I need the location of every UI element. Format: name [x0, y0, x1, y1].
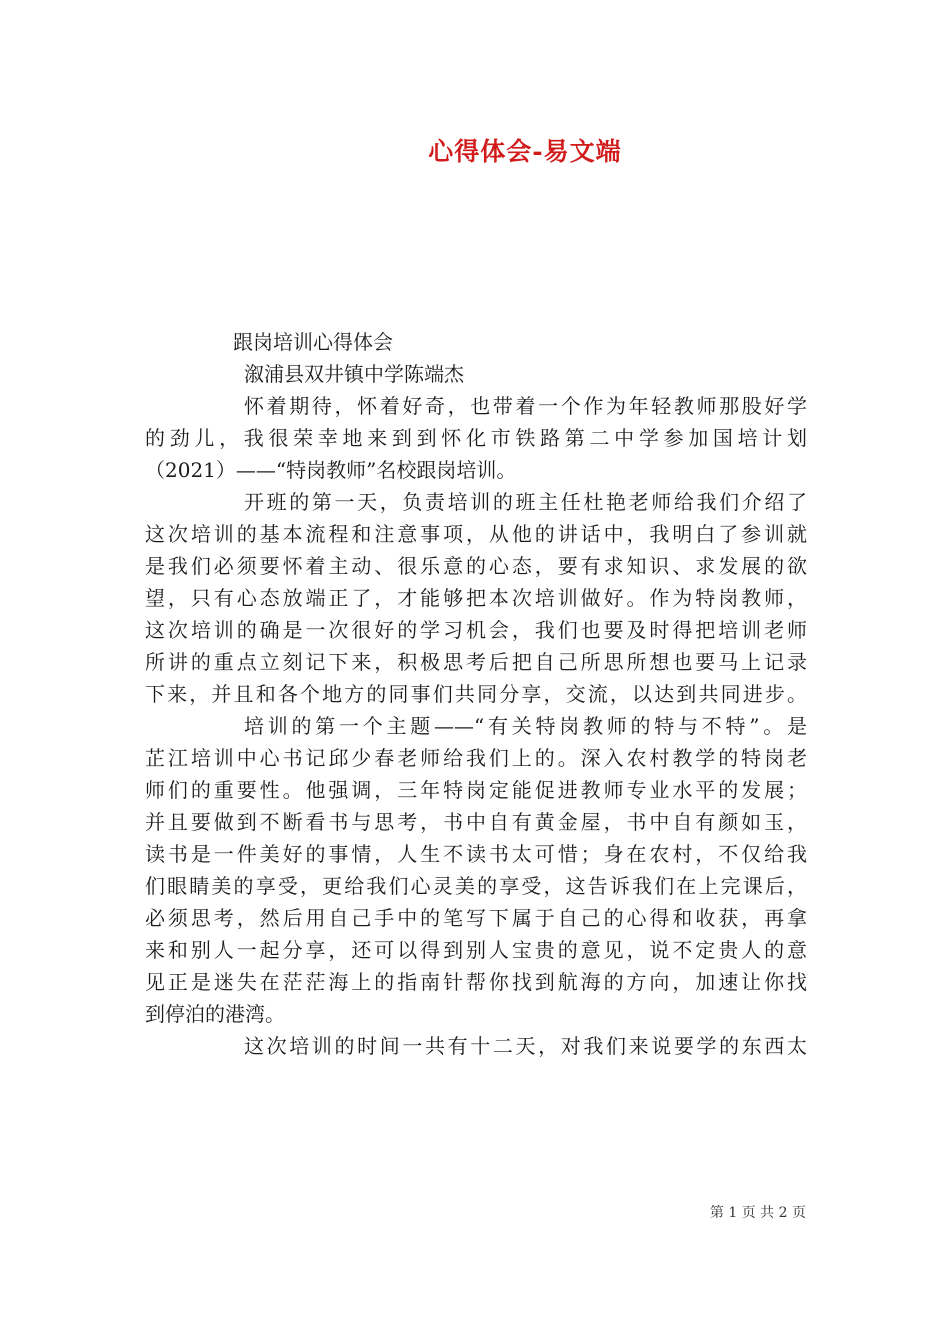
paragraph-line: 所讲的重点立刻记下来，积极思考后把自己所思所想也要马上记录: [145, 650, 807, 674]
paragraph-line: 并且要做到不断看书与思考，书中自有黄金屋，书中自有颜如玉，: [145, 810, 807, 834]
paragraph-line: 望，只有心态放端正了，才能够把本次培训做好。作为特岗教师，: [145, 586, 807, 610]
paragraph-2: [145, 486, 807, 710]
paragraph-line: 读书是一件美好的事情，人生不读书太可惜；身在农村，不仅给我: [145, 842, 807, 866]
paragraph-3: [145, 710, 807, 1030]
paragraph-line: 这次培训的基本流程和注意事项，从他的讲话中，我明白了参训就: [145, 522, 807, 546]
paragraph-line: 是我们必须要怀着主动、很乐意的心态，要有求知识、求发展的欲: [145, 554, 807, 578]
paragraph-line: 必须思考，然后用自己手中的笔写下属于自己的心得和收获，再拿: [145, 906, 807, 930]
article-heading: 跟岗培训心得体会: [233, 330, 393, 354]
page-number: 第 1 页 共 2 页: [709, 1205, 806, 1221]
article-author: 溆浦县双井镇中学陈端杰: [244, 362, 464, 386]
paragraph-line: 开班的第一天，负责培训的班主任杜艳老师给我们介绍了: [244, 490, 807, 514]
document-title: 心得体会-易文端: [428, 137, 622, 166]
paragraph-line: 到停泊的港湾。: [145, 1002, 285, 1026]
paragraph-line: 来和别人一起分享，还可以得到别人宝贵的意见，说不定贵人的意: [145, 938, 807, 962]
paragraph-line: 们眼睛美的享受，更给我们心灵美的享受，这告诉我们在上完课后，: [145, 874, 807, 898]
article-body: [145, 326, 807, 1062]
paragraph-line: 见正是迷失在茫茫海上的指南针帮你找到航海的方向，加速让你找: [145, 970, 807, 994]
paragraph-line: 这次培训的确是一次很好的学习机会，我们也要及时得把培训老师: [145, 618, 807, 642]
paragraph-4: [145, 1030, 807, 1062]
paragraph-line: （2021）——“特岗教师”名校跟岗培训。: [145, 458, 517, 482]
paragraph-line: 芷江培训中心书记邱少春老师给我们上的。深入农村教学的特岗老: [145, 746, 807, 770]
paragraph-line: 这次培训的时间一共有十二天，对我们来说要学的东西太: [244, 1034, 807, 1058]
paragraph-1: [145, 390, 807, 486]
paragraph-line: 师们的重要性。他强调，三年特岗定能促进教师专业水平的发展；: [145, 778, 807, 802]
paragraph-line: 怀着期待，怀着好奇，也带着一个作为年轻教师那股好学: [244, 394, 807, 418]
paragraph-line: 培训的第一个主题——“有关特岗教师的特与不特”。是: [244, 714, 807, 738]
paragraph-line: 下来，并且和各个地方的同事们共同分享，交流，以达到共同进步。: [145, 682, 807, 706]
paragraph-line: 的劲儿，我很荣幸地来到到怀化市铁路第二中学参加国培计划: [145, 426, 807, 450]
